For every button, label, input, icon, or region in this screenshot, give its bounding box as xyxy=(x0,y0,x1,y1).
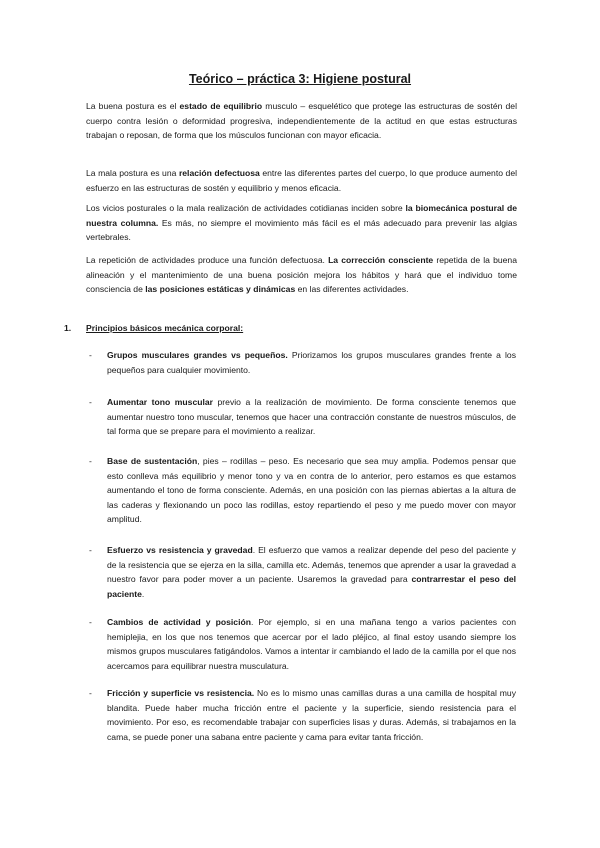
bold-term: La corrección consciente xyxy=(328,255,434,265)
list-item xyxy=(107,686,516,744)
item-text: , pies – rodillas – peso. Es necesario que sea muy amplia. Podemos pensar que esto conlleva más equilibrio y menor tono y va en contra de lo anterior, pero estamos es que estamos aumentando el tono de forma consciente. Además, en una posición con las piernas abiertas a la altura de las caderas y flexionando un poco las rodillas, estoy repartiendo el peso y me puedo mover con mayor amplitud. xyxy=(107,456,516,525)
bold-term: la biomecánica postural de nuestra columna. xyxy=(86,203,517,228)
conscious-correction-paragraph xyxy=(86,253,517,297)
bullet-marker: - xyxy=(89,350,92,360)
item-heading: Esfuerzo vs resistencia y gravedad xyxy=(107,545,253,555)
section-heading xyxy=(64,321,243,335)
list-item xyxy=(107,543,516,601)
item-heading: Fricción y superficie vs resistencia. xyxy=(107,688,255,698)
postural-vices-paragraph xyxy=(86,201,517,245)
item-text: . Por ejemplo, si en una mañana tengo a varios pacientes con hemiplejia, en los que nos tenemos que acercar por el lado pléjico, al final estoy usando siempre los mismos grupos musculares fatigándolos. Vamos a intentar ir cambiando el lado de la camilla por el que nos acercamos para equilibrar nuestra musculatura. xyxy=(107,617,516,671)
bold-term: estado de equilibrio xyxy=(179,101,263,111)
text-run: La repetición de actividades produce una función defectuosa. xyxy=(86,255,329,265)
item-heading: Aumentar tono muscular xyxy=(107,397,213,407)
text-run: La mala postura es una xyxy=(86,168,179,178)
text-run: en las diferentes actividades. xyxy=(295,284,409,295)
item-heading: Grupos musculares grandes vs pequeños. xyxy=(107,350,288,360)
bold-term: las posiciones estáticas y dinámicas xyxy=(145,284,296,295)
item-text: . xyxy=(141,588,145,599)
list-item xyxy=(107,395,516,439)
item-text: . El esfuerzo que vamos a realizar depende del peso del paciente y de la resistencia que se ejerza en la silla, camilla etc. Además, tenemos que aprender a usar la gravedad a nuestro favor para poder mover a un paciente. Usaremos la gravedad para xyxy=(107,545,516,585)
bullet-marker: - xyxy=(89,456,92,466)
list-item xyxy=(107,454,516,527)
item-text: No es lo mismo unas camillas duras a una camilla de hospital muy blandita. Puede haber mucha fricción entre el paciente y la superficie, siendo resistencia para el movimiento. Por eso, es recomendable trabajar con superficies lisas y duras. Además, si trabajamos en la cama, se puede poner una sabana entre paciente y cama para evitar tanta fricción. xyxy=(107,688,516,742)
text-run: Los vicios posturales o la mala realización de actividades cotidianas inciden sobre xyxy=(86,203,406,213)
text-run: La buena postura es el xyxy=(86,101,180,111)
bullet-marker: - xyxy=(89,397,92,407)
bullet-marker: - xyxy=(89,617,92,627)
bullet-marker: - xyxy=(89,545,92,555)
bold-term: relación defectuosa xyxy=(178,168,260,178)
text-run: entre las diferentes partes del cuerpo, lo que produce aumento del esfuerzo en las estructuras de sostén y equilibrio y menos eficacia. xyxy=(86,168,518,193)
list-item xyxy=(107,348,516,377)
text-run: musculo – esquelético que protege las estructuras de sostén del cuerpo contra lesión o deformidad progresiva, independientemente de la actitud en que estas estructuras trabajan o reposan, de forma que los músculos funcionan con mayor eficacia. xyxy=(86,101,517,141)
item-text: Priorizamos los grupos musculares grandes frente a los pequeños para cualquier movimiento. xyxy=(107,350,517,375)
page-title: Teórico – práctica 3: Higiene postural xyxy=(188,72,412,86)
item-heading: Base de sustentación xyxy=(107,456,198,466)
item-text: previo a la realización de movimiento. De forma consciente tenemos que aumentar nuestro tono muscular, tenemos que hacer una contracción constante de nuestros músculos, de tal forma que se prepare para el movimiento a realizar. xyxy=(107,397,516,437)
item-emphasis: contrarrestar el peso del paciente xyxy=(107,574,516,599)
text-run: Es más, no siempre el movimiento más fácil es el más adecuado para prevenir las algias vertebrales. xyxy=(86,217,518,243)
item-heading: Cambios de actividad y posición xyxy=(107,617,251,627)
bullet-marker: - xyxy=(89,688,92,698)
section-label: Principios básicos mecánica corporal: xyxy=(86,323,244,333)
text-run: repetida de la buena alineación y el mantenimiento de una buena posición mejora los hábitos y hará que el individuo tome consciencia de xyxy=(86,255,517,295)
bad-posture-paragraph xyxy=(86,166,517,195)
list-item xyxy=(107,615,516,673)
intro-paragraph xyxy=(86,99,517,143)
section-number: 1. xyxy=(64,323,72,333)
